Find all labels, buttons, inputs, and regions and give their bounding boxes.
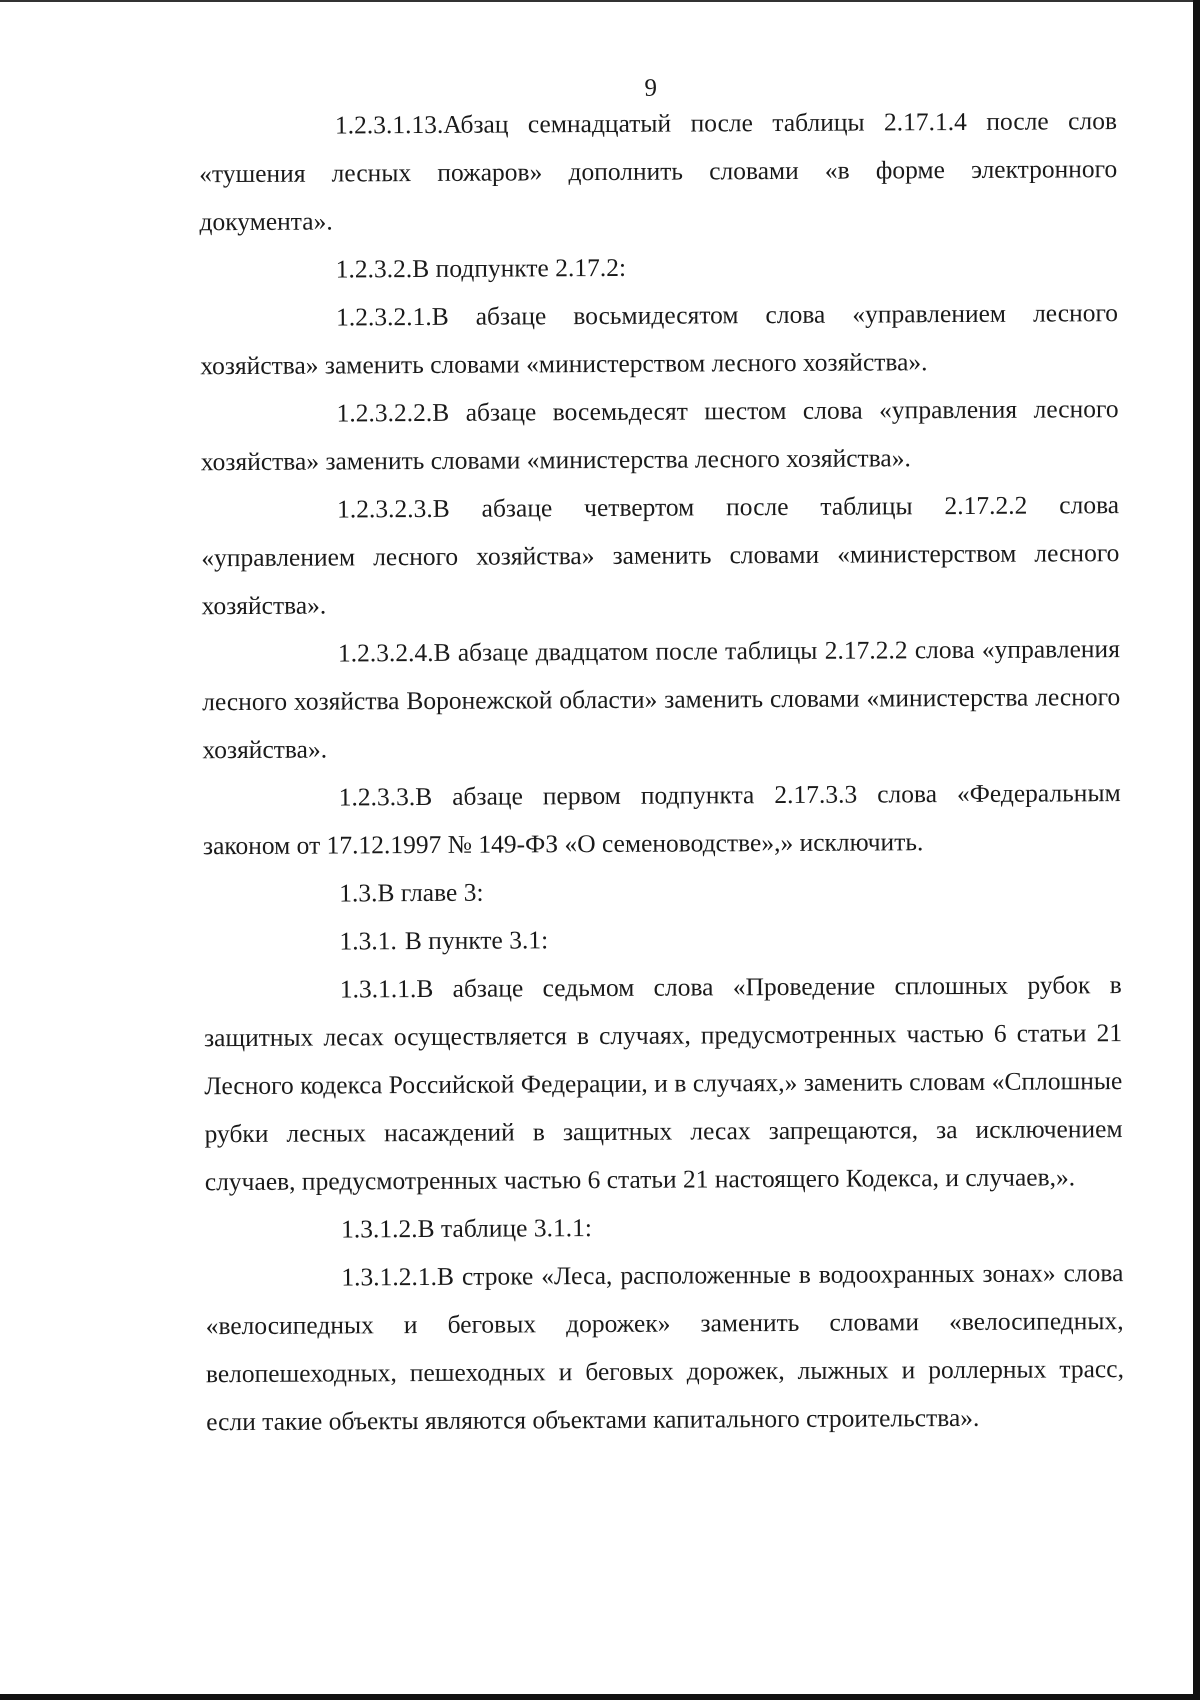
clause-text: В строке «Леса, расположенные в водоохранных зонах» слова «велосипедных и беговых дорожек» заменить словами «велосипедных, велопешеходных, пешеходных и беговых дорожек, лыжных и роллерных трасс, если такие объекты являются объектами капитального строительства». [205,1258,1124,1437]
paragraph-1-3-1-2 [205,1201,1123,1254]
clause-number: 1.2.3.2. [335,254,413,284]
paragraph-1-2-3-2-1 [200,289,1119,390]
clause-number: 1.2.3.2.3. [337,493,433,524]
paragraph-1-3-1-2-1 [205,1249,1124,1446]
clause-text: В абзаце седьмом слова «Проведение сплошных рубок в защитных лесах осуществляется в случаях, предусмотренных частью 6 статьи 21 Лесного кодекса Российской Федерации, и в случаях,» заменить словам «Сплошные рубки лесных насаждений в защитных лесах запрещаются, за исключением случаев, предусмотренных частью 6 статьи 21 настоящего Кодекса, и случаев,». [203,970,1123,1197]
clause-text: В таблице 3.1.1: [417,1213,592,1244]
clause-text: Абзац семнадцатый после таблицы 2.17.1.4 после слов «тушения лесных пожаров» дополнить словами «в форме электронного документа». [199,106,1118,237]
paragraph-1-3 [203,865,1121,918]
clause-number: 1.2.3.2.4. [337,637,434,668]
paragraph-1-3-1-1 [204,961,1123,1206]
paragraph-1-2-3-2-4 [202,625,1121,774]
clause-number: 1.3.1.2.1. [341,1261,438,1292]
clause-text: В абзаце первом подпункта 2.17.3.3 слова «Федеральным законом от 17.12.1997 № 149-ФЗ «О семеноводстве»,» исключить. [202,778,1121,861]
clause-text: В пункте 3.1: [404,925,549,956]
clause-number: 1.2.3.2.2. [336,397,433,428]
clause-text: В абзаце восьмидесятом слова «управлением лесного хозяйства» заменить словами «министерством лесного хозяйства». [200,298,1119,381]
clause-text: В подпункте 2.17.2: [412,252,627,284]
clause-text: В абзаце четвертом после таблицы 2.17.2.2 слова «управлением лесного хозяйства» заменить словами «министерством лесного хозяйства». [201,490,1120,621]
clause-text: В абзаце двадцатом после таблицы 2.17.2.2 слова «управления лесного хозяйства Воронежской области» заменить словами «министерства лесного хозяйства». [202,634,1121,765]
clause-number: 1.2.3.3. [338,782,416,812]
clause-number: 1.3.1.2. [341,1214,418,1244]
paragraph-1-2-3-2 [200,241,1118,294]
paragraph-1-2-3-2-2 [200,385,1119,486]
clause-text: В главе 3: [377,877,484,908]
page-number: 9 [644,74,658,102]
paragraph-1-2-3-2-3 [201,481,1120,630]
clause-number: 1.2.3.2.1. [335,301,432,332]
paragraph-1-3-1 [203,913,1121,966]
clause-number: 1.3.1.1. [339,974,417,1004]
clause-number: 1.3. [339,878,378,908]
paragraph-1-2-3-1-13 [199,97,1118,246]
document-body [199,97,1124,1446]
clause-number: 1.3.1. [339,926,397,956]
paragraph-1-2-3-3 [203,769,1122,870]
clause-text: В абзаце восемьдесят шестом слова «управления лесного хозяйства» заменить словами «министерства лесного хозяйства». [200,394,1119,477]
clause-number: 1.2.3.1.13. [334,109,444,140]
